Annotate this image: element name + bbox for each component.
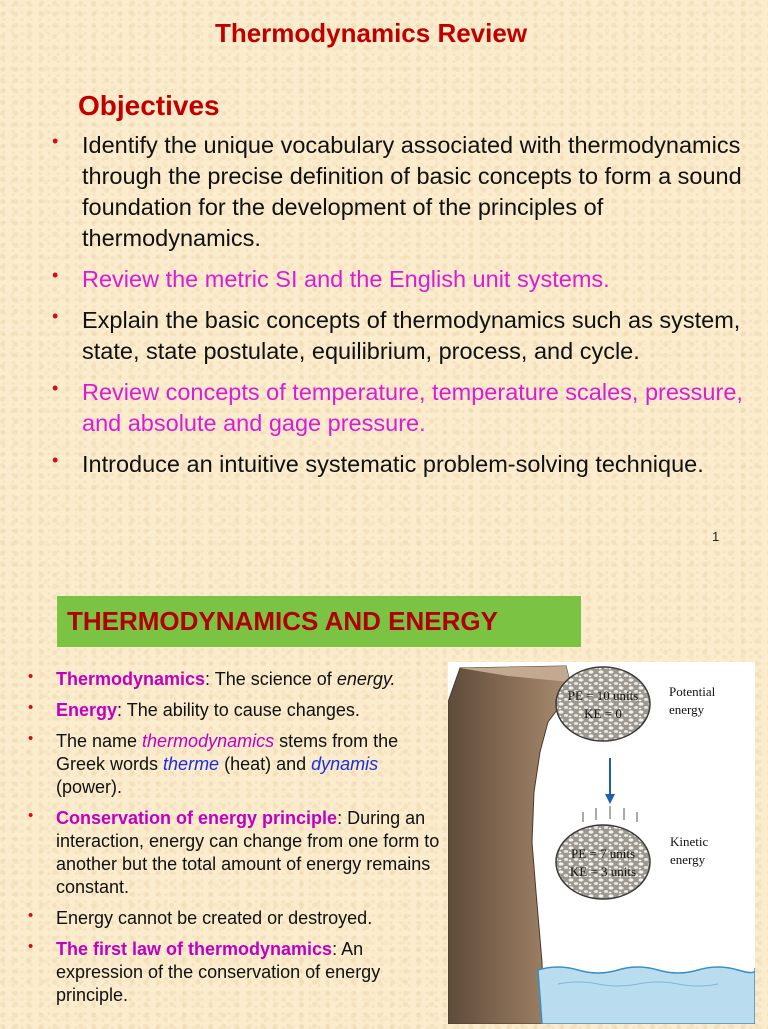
fall-arrow-head bbox=[605, 794, 615, 804]
colon: : bbox=[337, 808, 343, 828]
rock-bottom-ke: KE = 3 units bbox=[569, 864, 637, 879]
definition-text: During an interaction, energy can change from one form to another but the total amount of energy remains constant. bbox=[56, 808, 440, 897]
definition-text: The ability to cause changes. bbox=[122, 700, 360, 720]
term-thermodynamics: Thermodynamics bbox=[56, 669, 206, 689]
objectives-list bbox=[48, 130, 748, 490]
objective-item bbox=[48, 264, 748, 295]
bullet-icon: • bbox=[28, 730, 34, 747]
objective-text: Explain the basic concepts of thermodynamics such as system, state, state postulate, equilibrium, process, and cycle. bbox=[82, 307, 741, 364]
rock-top bbox=[556, 667, 650, 741]
name-pre: The name bbox=[56, 731, 143, 751]
motion-lines bbox=[583, 806, 637, 822]
objectives-heading: Objectives bbox=[78, 90, 220, 121]
term-conservation: Conservation of energy principle bbox=[56, 808, 338, 828]
bullet-icon: • bbox=[52, 450, 59, 470]
label-potential: Potential bbox=[669, 684, 716, 699]
bullet-icon: • bbox=[52, 131, 59, 151]
list-item bbox=[26, 730, 446, 799]
objective-text: Review the metric SI and the English unit systems. bbox=[82, 266, 610, 292]
colon: : bbox=[205, 669, 211, 689]
section-title: THERMODYNAMICS AND ENERGY bbox=[67, 606, 498, 636]
objective-text: Introduce an intuitive systematic problem-solving technique. bbox=[82, 451, 704, 477]
list-item bbox=[26, 807, 446, 899]
rock-top-pe: PE = 10 units bbox=[567, 688, 639, 703]
name-mid2: (heat) and bbox=[219, 754, 312, 774]
word-thermodynamics: thermodynamics bbox=[142, 731, 275, 751]
bullet-icon: • bbox=[28, 668, 34, 685]
falling-rock-figure bbox=[448, 662, 755, 1024]
energy-list bbox=[26, 668, 446, 1015]
slide-title: Thermodynamics Review bbox=[214, 18, 528, 48]
term-energy: Energy bbox=[56, 700, 118, 720]
bullet-icon: • bbox=[28, 907, 34, 924]
objective-item bbox=[48, 130, 748, 254]
water-shape bbox=[538, 967, 755, 1024]
objective-item bbox=[48, 449, 748, 480]
objective-item bbox=[48, 377, 748, 439]
bullet-icon: • bbox=[28, 699, 34, 716]
term-first-law: The first law of thermodynamics bbox=[56, 939, 333, 959]
list-item bbox=[26, 907, 446, 930]
label-potential-energy: energy bbox=[669, 702, 705, 717]
list-item bbox=[26, 668, 446, 691]
word-therme: therme bbox=[163, 754, 220, 774]
label-kinetic-energy: energy bbox=[670, 852, 706, 867]
rock-bottom-pe: PE = 7 units bbox=[570, 846, 636, 861]
bullet-icon: • bbox=[52, 265, 59, 285]
rock-top-ke: KE = 0 bbox=[584, 706, 622, 721]
list-item bbox=[26, 938, 446, 1007]
bullet-icon: • bbox=[52, 378, 59, 398]
word-dynamis: dynamis bbox=[311, 754, 379, 774]
bullet-icon: • bbox=[52, 306, 59, 326]
colon: : bbox=[117, 700, 123, 720]
definition-text: The science of bbox=[210, 669, 337, 689]
definition-text: An expression of the conservation of energy principle. bbox=[56, 939, 381, 1005]
name-mid1: stems from the Greek words bbox=[56, 731, 399, 774]
emphasis-text: energy bbox=[336, 669, 391, 689]
section-banner bbox=[57, 596, 581, 647]
page-number: 1 bbox=[712, 529, 720, 544]
colon: : bbox=[332, 939, 338, 959]
label-kinetic: Kinetic bbox=[670, 834, 709, 849]
name-end: (power). bbox=[56, 777, 123, 797]
statement-text: Energy cannot be created or destroyed. bbox=[56, 908, 373, 928]
objective-item bbox=[48, 305, 748, 367]
list-item bbox=[26, 699, 446, 722]
falling-rock-illustration bbox=[448, 662, 755, 1024]
rock-bottom bbox=[556, 825, 650, 899]
objective-text: Review concepts of temperature, temperature scales, pressure, and absolute and gage pressure. bbox=[82, 379, 743, 436]
period: . bbox=[390, 669, 396, 689]
objective-text: Identify the unique vocabulary associated with thermodynamics through the precise definition of basic concepts to form a sound foundation for the development of the principles of thermodynamics. bbox=[82, 132, 742, 251]
bullet-icon: • bbox=[28, 807, 34, 824]
bullet-icon: • bbox=[28, 938, 34, 955]
